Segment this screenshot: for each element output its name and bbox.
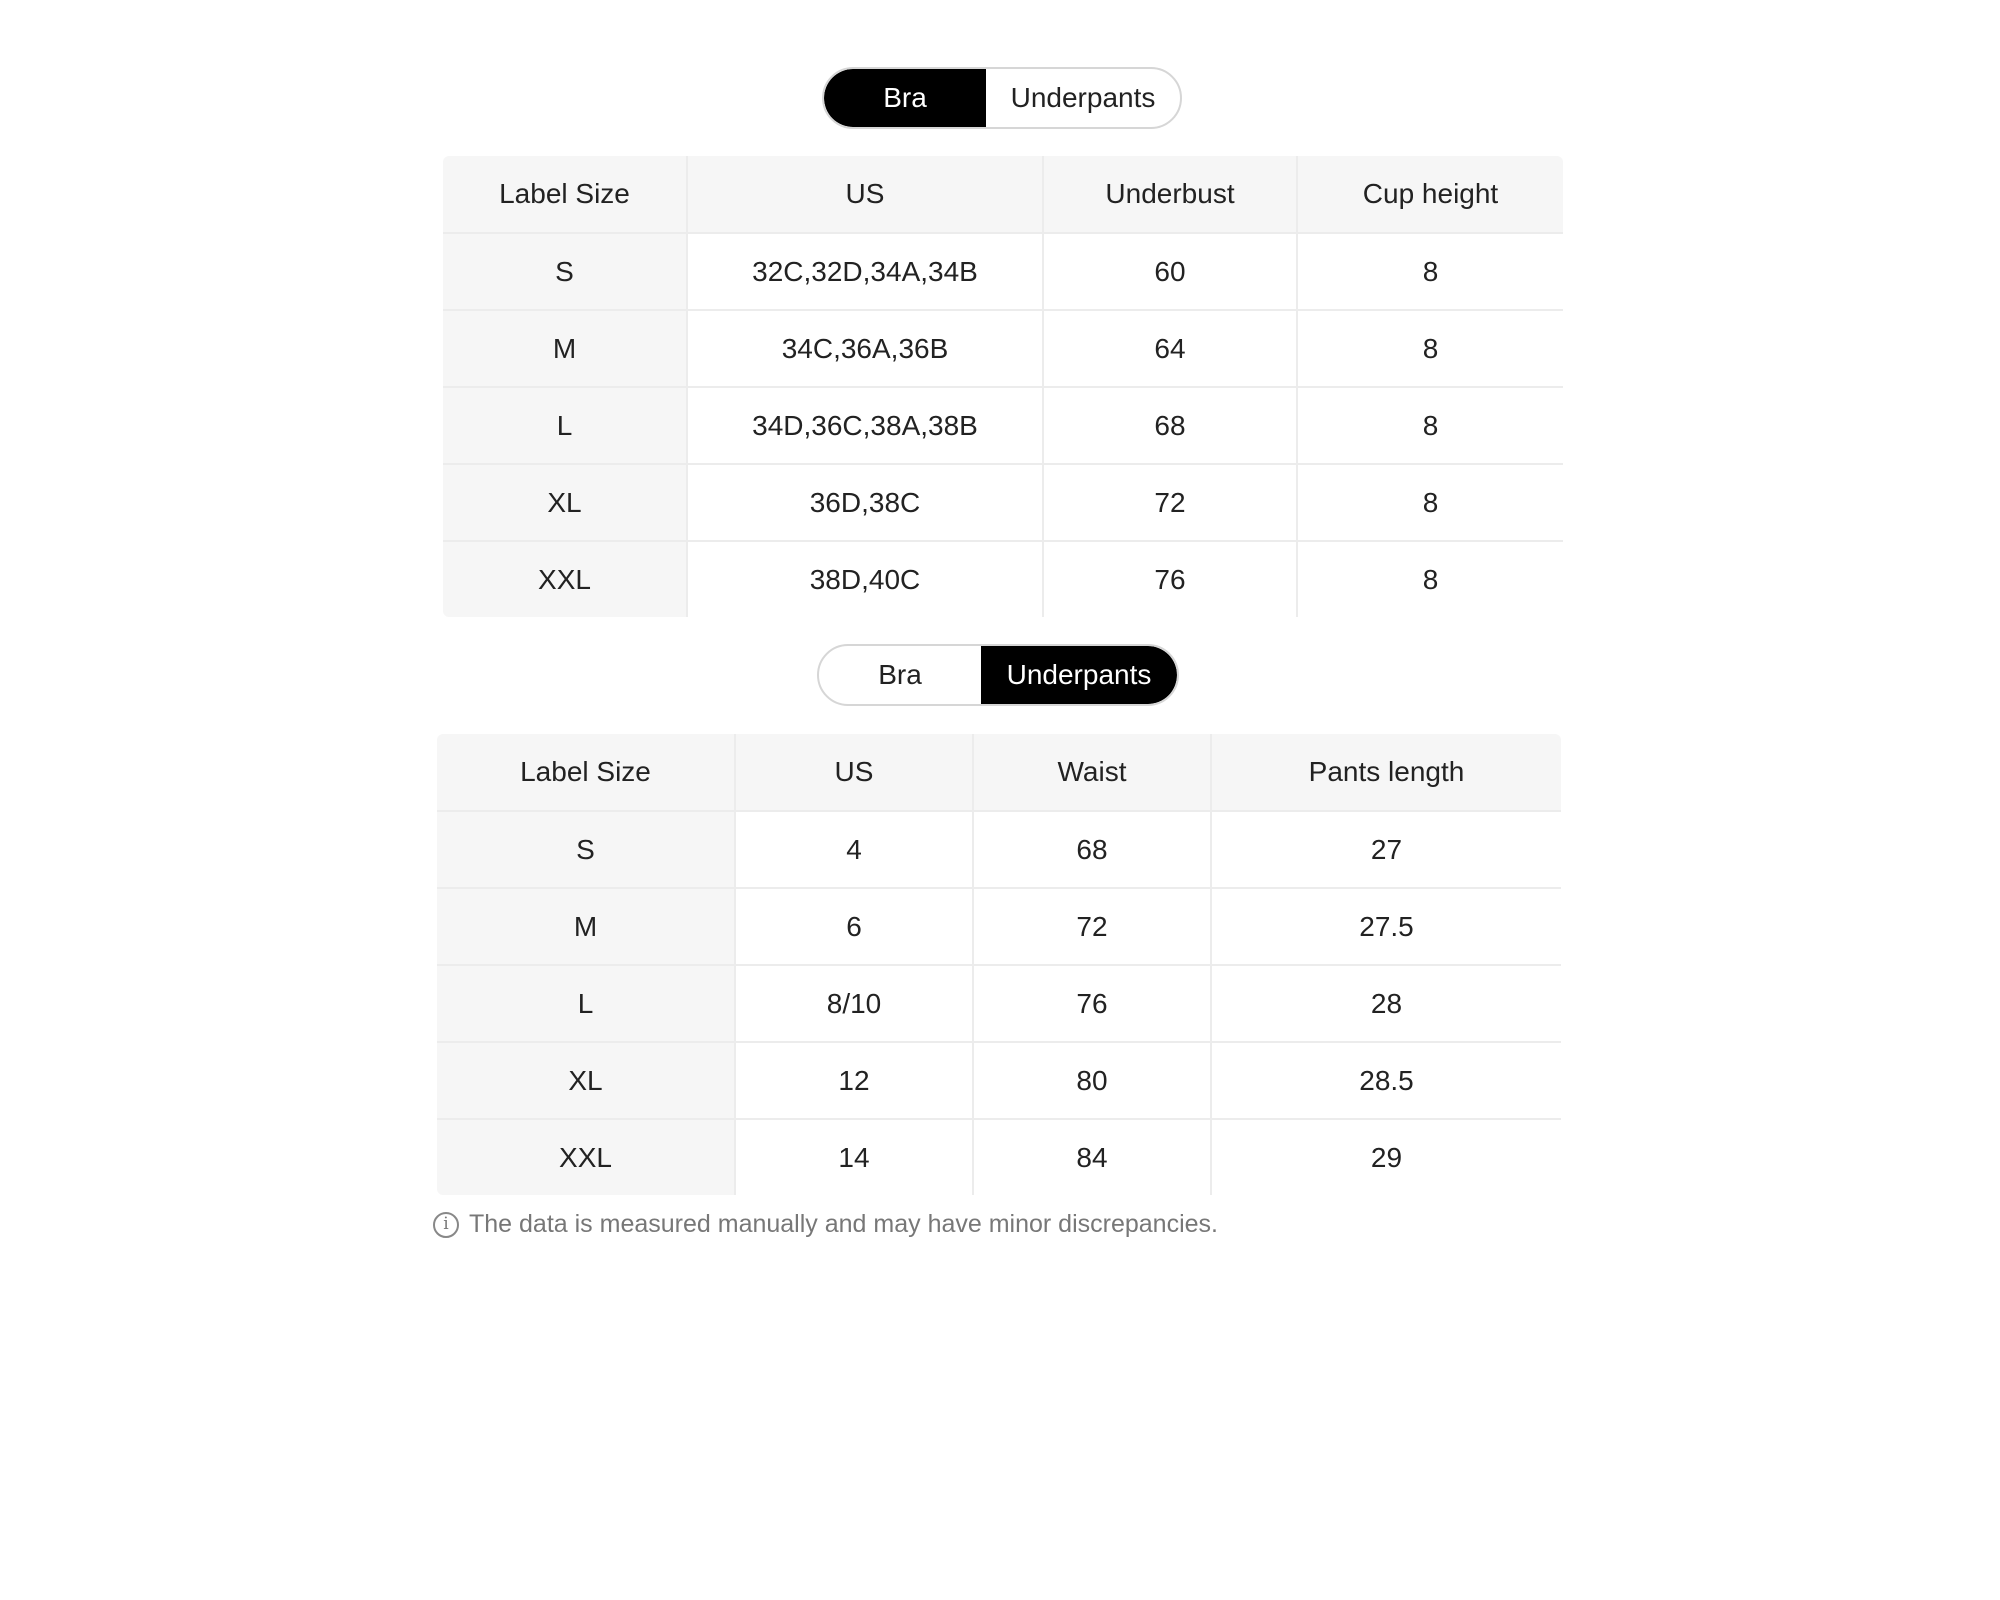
table-cell: 80 (973, 1042, 1211, 1119)
table-cell: 84 (973, 1119, 1211, 1196)
tab-underpants[interactable]: Underpants (981, 646, 1177, 704)
table-cell: 28.5 (1211, 1042, 1562, 1119)
label-size-cell: XL (442, 464, 687, 541)
table-cell: 34D,36C,38A,38B (687, 387, 1043, 464)
tab-bra[interactable]: Bra (824, 69, 986, 127)
table-row (436, 1042, 1562, 1119)
table-cell: 72 (973, 888, 1211, 965)
table-row (442, 541, 1564, 618)
table-cell: 32C,32D,34A,34B (687, 233, 1043, 310)
label-size-cell: L (442, 387, 687, 464)
table-cell: 36D,38C (687, 464, 1043, 541)
table-cell: 14 (735, 1119, 973, 1196)
table-row (436, 965, 1562, 1042)
info-icon: i (433, 1212, 459, 1238)
table-cell: 72 (1043, 464, 1297, 541)
table-cell: 68 (1043, 387, 1297, 464)
table-cell: 8 (1297, 541, 1564, 618)
label-size-cell: S (442, 233, 687, 310)
table-header-row (442, 155, 1564, 233)
table-cell: 8 (1297, 387, 1564, 464)
label-size-cell: XXL (442, 541, 687, 618)
table-cell: 27.5 (1211, 888, 1562, 965)
label-size-cell: XL (436, 1042, 735, 1119)
table-cell: 8 (1297, 464, 1564, 541)
table-row (442, 387, 1564, 464)
label-size-cell: M (436, 888, 735, 965)
table-cell: 38D,40C (687, 541, 1043, 618)
column-header: Label Size (442, 155, 687, 233)
table-cell: 12 (735, 1042, 973, 1119)
measurement-note (433, 1210, 1218, 1239)
tab-underpants[interactable]: Underpants (1010, 82, 1156, 113)
column-header: Underbust (1043, 155, 1297, 233)
note-text: The data is measured manually and may have minor discrepancies. (469, 1210, 1218, 1238)
column-header: Waist (973, 733, 1211, 811)
table-cell: 28 (1211, 965, 1562, 1042)
underpants-size-table (435, 732, 1563, 1197)
table-row (442, 310, 1564, 387)
table-cell: 4 (735, 811, 973, 888)
underpants-section-toggle (817, 644, 1179, 706)
table-cell: 76 (973, 965, 1211, 1042)
table-cell: 34C,36A,36B (687, 310, 1043, 387)
table-cell: 8/10 (735, 965, 973, 1042)
column-header: Label Size (436, 733, 735, 811)
table-cell: 8 (1297, 310, 1564, 387)
label-size-cell: L (436, 965, 735, 1042)
column-header: US (735, 733, 973, 811)
table-cell: 64 (1043, 310, 1297, 387)
tab-bra[interactable]: Bra (878, 659, 922, 690)
column-header: Cup height (1297, 155, 1564, 233)
column-header: US (687, 155, 1043, 233)
table-row (436, 1119, 1562, 1196)
table-cell: 8 (1297, 233, 1564, 310)
label-size-cell: XXL (436, 1119, 735, 1196)
table-cell: 60 (1043, 233, 1297, 310)
bra-size-table (441, 154, 1565, 619)
table-row (442, 233, 1564, 310)
label-size-cell: M (442, 310, 687, 387)
table-cell: 27 (1211, 811, 1562, 888)
column-header: Pants length (1211, 733, 1562, 811)
table-cell: 76 (1043, 541, 1297, 618)
bra-section-toggle (822, 67, 1182, 129)
table-cell: 29 (1211, 1119, 1562, 1196)
table-row (436, 888, 1562, 965)
table-cell: 6 (735, 888, 973, 965)
table-cell: 68 (973, 811, 1211, 888)
label-size-cell: S (436, 811, 735, 888)
table-row (442, 464, 1564, 541)
table-header-row (436, 733, 1562, 811)
table-row (436, 811, 1562, 888)
